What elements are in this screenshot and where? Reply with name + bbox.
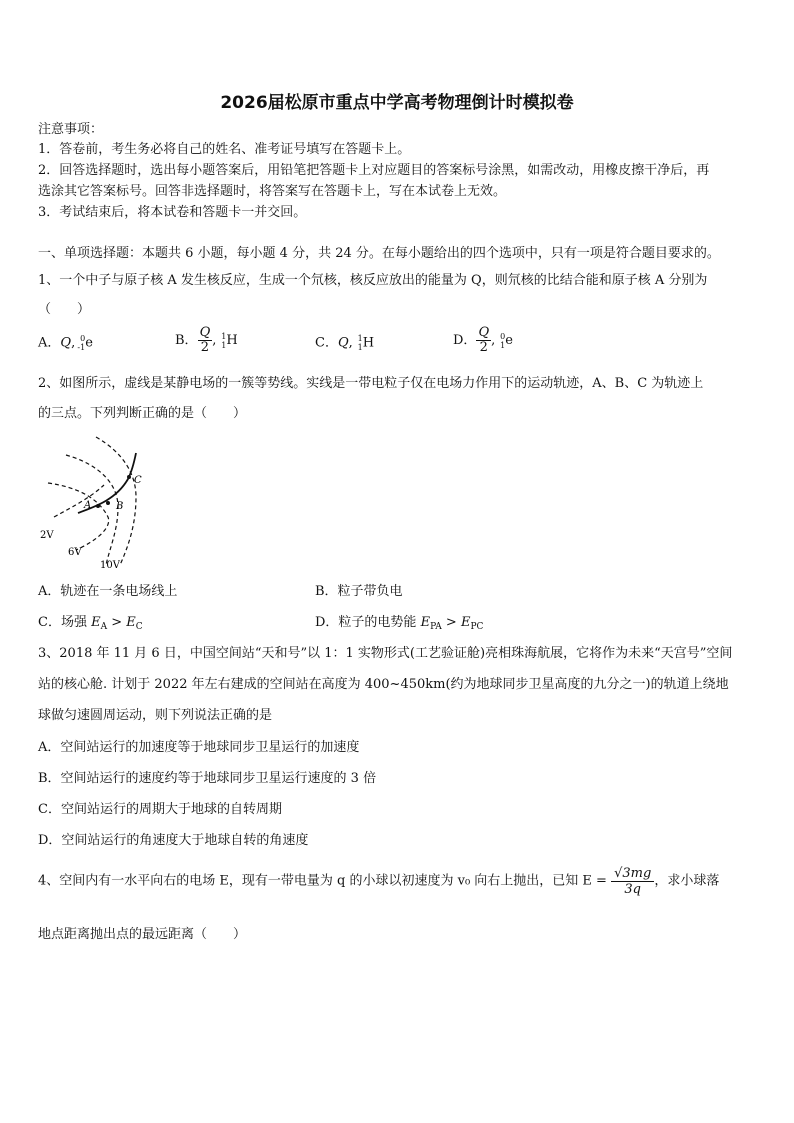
q2-option-d-sub2: PC: [470, 622, 484, 632]
q3-option-b: B．空间站运行的速度约等于地球同步卫星运行速度的 3 倍: [38, 771, 377, 786]
q2-option-b: B．粒子带负电: [315, 584, 403, 599]
notice-heading: 注意事项：: [38, 122, 104, 137]
q2-option-c-e2: E: [126, 615, 136, 630]
q2-option-d-gt: >: [441, 615, 461, 630]
notice-item-3: 3．考试结束后，将本试卷和答题卡一并交回。: [38, 205, 307, 220]
q1-option-c-energy: Q: [337, 335, 349, 351]
q1-option-b-label: B．: [175, 333, 198, 348]
q2-option-d-sub1: PA: [430, 622, 442, 632]
q1-option-b: [175, 326, 238, 355]
q1-option-c-label: C．: [315, 335, 338, 351]
q1-option-c-nuclide-numbers: 1 1: [357, 334, 363, 352]
q1-stem-line2: （ ）: [38, 302, 91, 317]
q4-stem-text-end: ，求小球落: [654, 873, 720, 889]
q2-option-d-e2: E: [460, 615, 471, 630]
q2-option-d: [315, 615, 483, 635]
q2-option-d-text: D．粒子的电势能: [315, 615, 421, 630]
q1-option-b-fraction: $\frac{Q}{2}$: [199, 325, 211, 355]
point-c-marker: [127, 475, 131, 479]
q1-option-a-symbol: e: [85, 335, 93, 351]
equipotential-line-6v: [48, 483, 109, 550]
q4-stem-line2: 地点距离抛出点的最远距离（ ）: [38, 927, 247, 942]
equipotential-figure: [36, 435, 166, 570]
q3-stem-line2: 站的核心舱. 计划于 2022 年左右建成的空间站在高度为 400~450km(约为地球同步卫星高度的九分之一)的轨道上绕地: [38, 677, 729, 692]
q2-option-d-e1: E: [420, 615, 431, 630]
q2-stem-line2: 的三点。下列判断正确的是（ ）: [38, 406, 247, 421]
figure-label-6v: 6V: [68, 547, 82, 558]
q1-option-a-nuclide-numbers: 0 -1: [77, 334, 86, 352]
section-heading: 一、单项选择题：本题共 6 小题，每小题 4 分，共 24 分。在每小题给出的四个选项中，只有一项是符合题目要求的。: [38, 246, 720, 261]
page-title: 2026届松原市重点中学高考物理倒计时模拟卷: [220, 93, 574, 113]
q1-option-c: [315, 334, 374, 352]
q3-stem-line3: 球做匀速圆周运动，则下列说法正确的是: [38, 708, 273, 723]
q2-option-c: [38, 615, 143, 635]
q1-option-b-symbol: H: [226, 333, 238, 348]
point-b-marker: [106, 501, 110, 505]
figure-label-10v: 10V: [100, 560, 120, 570]
q2-option-c-e1: E: [91, 615, 101, 630]
figure-label-c: C: [134, 475, 142, 486]
q2-option-c-sub2: C: [135, 622, 143, 632]
notice-item-1: 1．答卷前，考生务必将自己的姓名、准考证号填写在答题卡上。: [38, 142, 411, 157]
figure-label-a: A: [84, 500, 92, 511]
q2-option-c-text: C．场强: [38, 615, 92, 630]
notice-item-2-line2: 选涂其它答案标号。回答非选择题时，将答案写在答题卡上，写在本试卷上无效。: [38, 184, 507, 199]
q3-option-d: D．空间站运行的角速度大于地球自转的角速度: [38, 833, 309, 848]
q1-option-b-nuclide-numbers: 1 1: [221, 331, 227, 350]
q3-option-c: C．空间站运行的周期大于地球的自转周期: [38, 802, 282, 817]
q3-stem-line1: 3、2018 年 11 月 6 日，中国空间站“天和号”以 1：1 实物形式(工艺验证舱)亮相珠海航展，它将作为未来“天宫号”空间: [38, 646, 733, 661]
q1-option-a: [38, 334, 93, 360]
q2-option-c-sub1: A: [100, 622, 108, 632]
q2-option-a: A．轨迹在一条电场线上: [38, 584, 178, 599]
notice-item-2-line1: 2．回答选择题时，选出每小题答案后，用铅笔把答题卡上对应题目的答案标号涂黑，如需改动，用橡皮擦干净后，再: [38, 163, 710, 178]
q3-option-a: A．空间站运行的加速度等于地球同步卫星运行的加速度: [38, 740, 360, 755]
q4-field-fraction: $\frac{√3mg}{3q}$: [611, 866, 654, 897]
q1-option-d-nuclide-numbers: 0 1: [500, 331, 506, 350]
q4-stem-line1: [38, 866, 719, 906]
q1-option-a-energy: Q: [60, 335, 72, 351]
q1-option-c-comma: ,: [348, 335, 353, 351]
q1-option-d: [453, 326, 513, 355]
q1-option-d-symbol: e: [505, 333, 513, 348]
q4-stem-text: 4、空间内有一水平向右的电场 E，现有一带电量为 q 的小球以初速度为 v₀ 向右上抛出，已知 E =: [38, 873, 612, 889]
q1-option-c-symbol: H: [362, 335, 375, 351]
q1-option-b-comma: ,: [212, 333, 217, 348]
q1-option-d-label: D．: [453, 333, 477, 348]
q1-option-a-label: A．: [38, 335, 61, 351]
figure-label-2v: 2V: [40, 530, 54, 541]
q2-stem-line1: 2、如图所示，虚线是某静电场的一簇等势线。实线是一带电粒子仅在电场力作用下的运动轨迹，A、B、C 为轨迹上: [38, 376, 704, 391]
q1-stem-line1: 1、一个中子与原子核 A 发生核反应，生成一个氘核，核反应放出的能量为 Q，则氘核的比结合能和原子核 A 分别为: [38, 273, 708, 288]
figure-label-b: B: [116, 501, 124, 512]
q2-option-c-gt: >: [107, 615, 127, 630]
q1-option-a-comma: ,: [71, 335, 76, 351]
q1-option-d-comma: ,: [491, 333, 496, 348]
q1-option-d-fraction: $\frac{Q}{2}$: [478, 325, 490, 355]
point-a-marker: [96, 504, 100, 508]
